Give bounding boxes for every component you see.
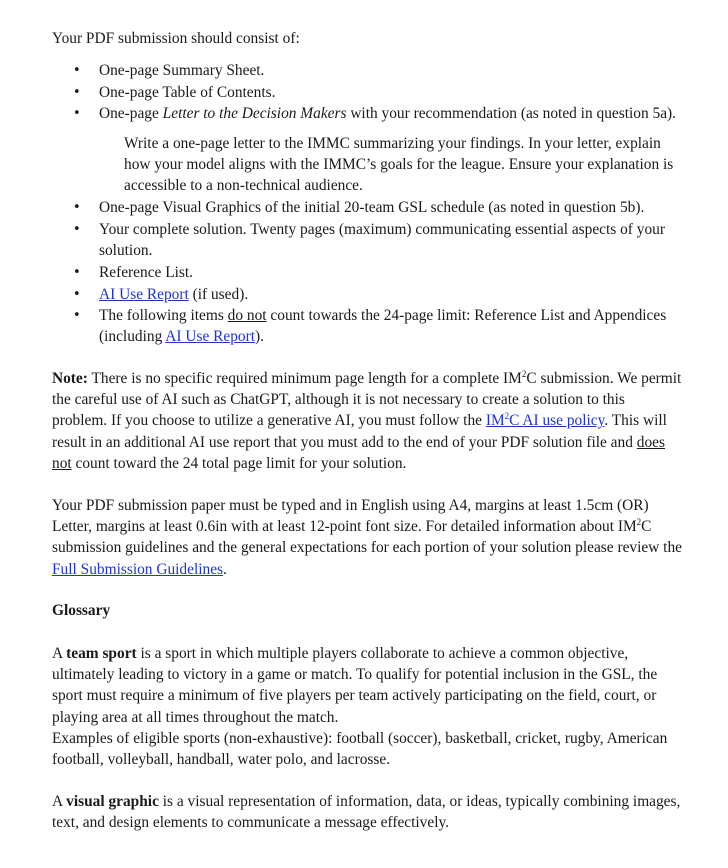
ai-use-report-link[interactable]: AI Use Report	[99, 285, 189, 303]
visual-graphic-definition	[52, 791, 682, 833]
list-item	[52, 197, 692, 218]
ai-use-policy-link[interactable]	[486, 412, 605, 429]
item-text: Reference List.	[99, 263, 194, 281]
underlined-text: does not	[52, 433, 665, 472]
item-text: One-page Visual Graphics of the initial 20-team GSL schedule (as noted in question 5b).	[99, 199, 645, 217]
item-text: One-page Table of Contents.	[99, 83, 276, 101]
heading-text: Glossary	[52, 602, 111, 619]
item-text: The following items	[99, 307, 228, 325]
paragraph-text: C submission guidelines and the general expectations for each portion of your solution please review the	[52, 518, 682, 557]
ai-use-report-link[interactable]: AI Use Report	[165, 328, 256, 346]
full-submission-guidelines-link[interactable]: Full Submission Guidelines	[52, 560, 224, 578]
note-text: . This will result in an additional AI use report that you must add to the end of your PDF solution file and	[52, 412, 667, 451]
note-paragraph	[52, 368, 682, 474]
item-text: count towards the 24-page limit: Reference List and Appendices (including	[99, 307, 667, 346]
link-text: C AI use policy	[509, 412, 605, 430]
list-item	[52, 305, 692, 347]
item-italic-title: Letter to the Decision Makers	[162, 105, 347, 123]
submission-intro: Your PDF submission should consist of:	[52, 30, 300, 47]
item-text: with your recommendation (as noted in question 5a).	[346, 105, 677, 123]
list-item	[52, 219, 692, 261]
note-text: C submission. We permit the careful use of AI such as ChatGPT, although it is not necessary to create a solution to this problem. If you choose to utilize a generative AI, you must follow the	[52, 370, 682, 430]
list-item	[52, 60, 692, 81]
paragraph-text: A	[52, 793, 67, 810]
paragraph-text: A	[52, 645, 67, 662]
item-text: ).	[255, 328, 265, 346]
term: team sport	[66, 645, 137, 662]
submission-format-paragraph	[52, 495, 682, 580]
superscript: 2	[636, 517, 642, 528]
superscript: 2	[504, 411, 510, 422]
link-text: IM	[485, 412, 505, 430]
list-item	[52, 262, 692, 283]
note-text: count toward the 24 total page limit for your solution.	[71, 454, 407, 472]
note-label: Note:	[52, 370, 88, 387]
list-item	[52, 284, 692, 305]
item-text: (if used).	[188, 285, 249, 303]
note-text: There is no specific required minimum page length for a complete IM	[87, 370, 522, 387]
item-text: One-page	[99, 105, 163, 123]
underlined-text: do not	[227, 307, 267, 325]
letter-description: Write a one-page letter to the IMMC summarizing your findings. In your letter, explain how your model aligns with the IMMC’s goals for the league. Ensure your explanation is accessible to a non-technical audience.	[124, 134, 674, 195]
superscript: 2	[521, 369, 527, 379]
list-item	[52, 103, 692, 124]
submission-items-list	[52, 60, 692, 348]
paragraph-text: is a sport in which multiple players collaborate to achieve a common objective, ultimately leading to victory in a game or match. To qualify for potential inclusion in the GSL, the sport must require a minimum of five players per team actively participating on the field, court, or playing area at all times throughout the match.	[52, 645, 658, 726]
glossary-heading	[52, 600, 682, 621]
examples-text: Examples of eligible sports (non-exhaustive): football (soccer), basketball, cricket, rugby, American football, volleyball, handball, water polo, and lacrosse.	[52, 729, 668, 769]
paragraph-text: Your PDF submission paper must be typed and in English using A4, margins at least 1.5cm (OR) Letter, margins at least 0.6in with at least 12-point font size. For detailed information about IM	[52, 497, 649, 536]
team-sport-definition	[52, 643, 682, 770]
paragraph-text: is a visual representation of information, data, or ideas, typically combining images, text, and design elements to communicate a message effectively.	[52, 793, 681, 832]
item-text: One-page Summary Sheet.	[99, 62, 265, 79]
list-item	[52, 82, 692, 103]
paragraph-text: .	[223, 560, 227, 578]
item-text: Your complete solution. Twenty pages (maximum) communicating essential aspects of your solution.	[99, 220, 665, 260]
term: visual graphic	[66, 793, 159, 810]
